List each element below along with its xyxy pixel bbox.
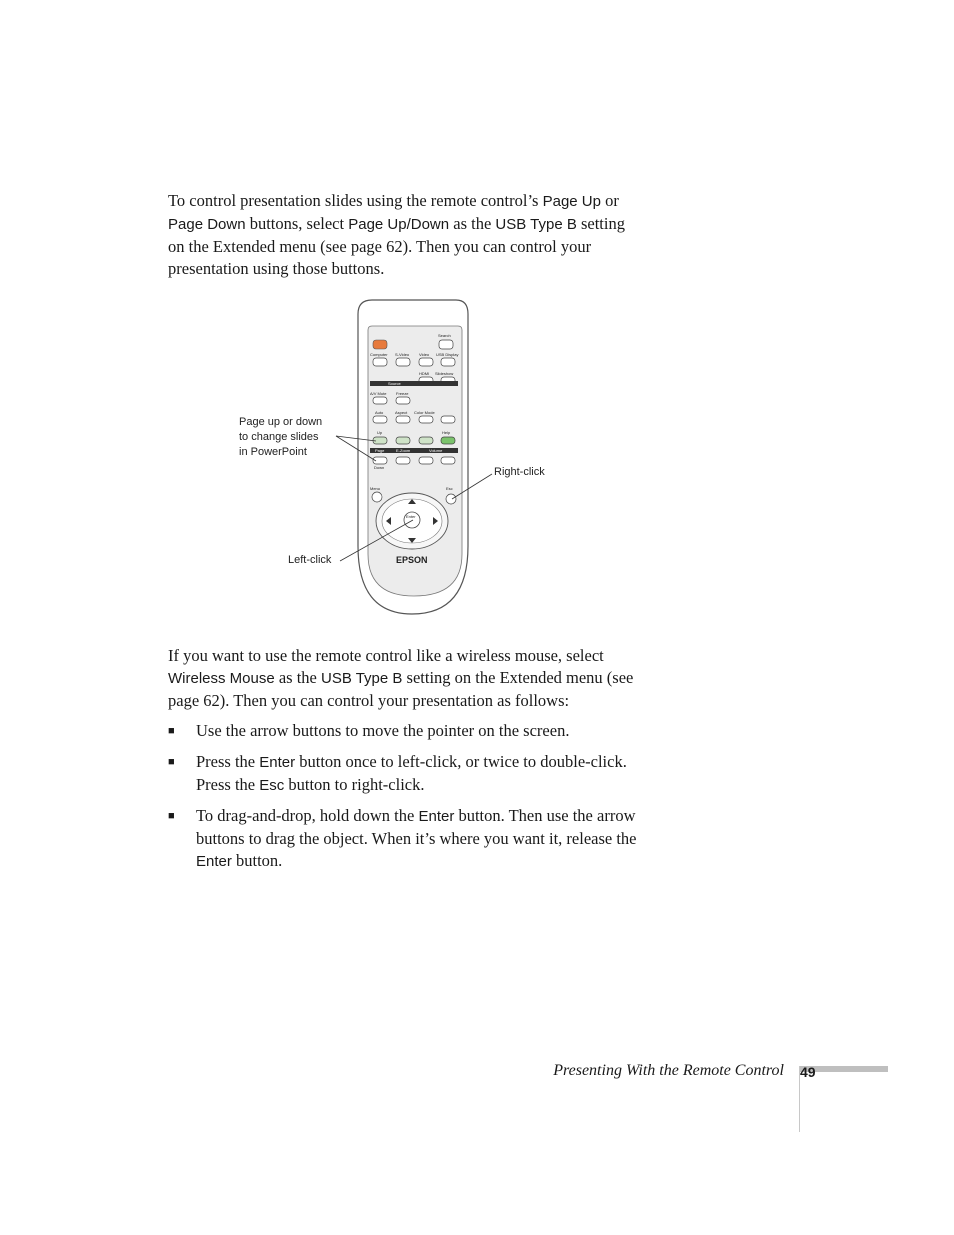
- setting-usb-type-b-2: USB Type B: [320, 670, 403, 687]
- power-button: [373, 340, 387, 349]
- remote-label-source: Source: [388, 381, 401, 386]
- key-page-down: Page Down: [168, 216, 246, 233]
- remote-label-aspect: Aspect: [395, 410, 408, 415]
- bullet-item-1: ■ Use the arrow buttons to move the pointer on the screen.: [168, 721, 570, 740]
- remote-control-figure: [230, 296, 560, 620]
- remote-label-av-mute: A/V Mute: [370, 391, 387, 396]
- wireless-mouse-paragraph: If you want to use the remote control like a wireless mouse, select Wireless Mouse as the USB Type B setting on the Extended menu (see page 62). Then you can control your presentation as follows:: [168, 646, 634, 710]
- right-click-callout: Right-click: [494, 466, 545, 478]
- source-label-bar: [370, 381, 458, 386]
- remote-label-svideo: S-Video: [395, 352, 410, 357]
- esc-button: [446, 494, 456, 504]
- remote-label-page: Page: [375, 448, 385, 453]
- remote-label-menu: Menu: [370, 486, 381, 491]
- setting-page-up-down: Page Up/Down: [348, 216, 450, 233]
- remote-label-search: Search: [438, 333, 451, 338]
- remote-label-esc: Esc: [446, 486, 453, 491]
- remote-label-ezoom: E-Zoom: [396, 448, 411, 453]
- remote-label-color-mode: Color Mode: [414, 410, 435, 415]
- bullet-marker: ■: [168, 756, 175, 768]
- bullet-item-2: ■ Press the Enter button once to left-click, or twice to double-click. Press the Esc button to right-click.: [168, 752, 627, 794]
- remote-label-volume: Volume: [429, 448, 443, 453]
- page-number: 49: [800, 1064, 816, 1080]
- key-enter: Enter: [418, 808, 455, 825]
- remote-label-freeze: Freeze: [396, 391, 409, 396]
- page-up-down-callout: Page up or down to change slides in PowerPoint: [239, 416, 323, 458]
- remote-label-help: Help: [442, 430, 451, 435]
- bullet-marker: ■: [168, 725, 175, 737]
- remote-label-enter: Enter: [406, 514, 416, 519]
- remote-label-usb-display: USB Display: [436, 352, 459, 357]
- remote-label-slideshow: Slideshow: [435, 371, 454, 376]
- setting-usb-type-b: USB Type B: [495, 216, 577, 233]
- remote-label-auto: Auto: [375, 410, 384, 415]
- key-page-up: Page Up: [542, 193, 601, 210]
- running-footer-title: Presenting With the Remote Control: [553, 1062, 784, 1079]
- bullet-marker: ■: [168, 810, 175, 822]
- key-enter: Enter: [196, 853, 232, 870]
- remote-label-computer: Computer: [370, 352, 388, 357]
- search-button: [439, 340, 453, 349]
- left-click-callout: Left-click: [288, 554, 332, 566]
- intro-paragraph: To control presentation slides using the remote control’s Page Up or Page Down buttons, select Page Up/Down as the USB Type B setting on the Extended menu (see page 62). Then you can control your presentation using those buttons.: [168, 191, 625, 278]
- remote-label-hdmi: HDMI: [419, 371, 430, 376]
- key-enter: Enter: [259, 754, 296, 771]
- key-esc: Esc: [259, 777, 285, 794]
- remote-label-up: Up: [377, 430, 383, 435]
- remote-label-down: Down: [374, 465, 385, 470]
- epson-logo: EPSON: [396, 555, 428, 565]
- menu-button: [372, 492, 382, 502]
- setting-wireless-mouse: Wireless Mouse: [168, 670, 275, 687]
- remote-label-video: Video: [419, 352, 430, 357]
- bullet-item-3: ■ To drag-and-drop, hold down the Enter button. Then use the arrow buttons to drag the object. When it’s where you want it, release the Enter button.: [168, 806, 637, 870]
